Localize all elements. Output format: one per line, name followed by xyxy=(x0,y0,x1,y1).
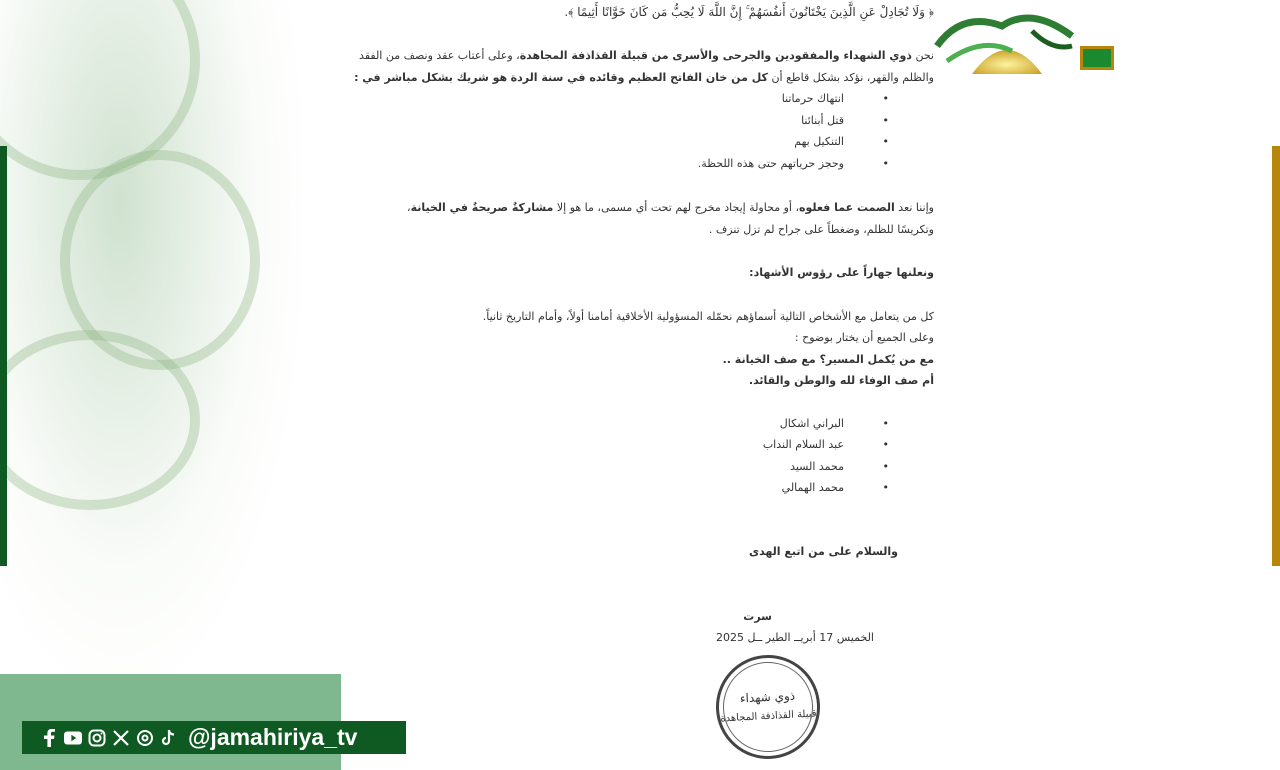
statement-document xyxy=(300,0,934,770)
right-gold-bar xyxy=(1272,146,1280,566)
paragraph-2-line-1: وإننا نعد الصمت عما فعلوه، أو محاولة إيجاد مخرج لهم تحت أي مسمى، ما هو إلا مشاركةٌ صريحةٌ في الخيانة، xyxy=(407,201,934,214)
question-line-1: مع من يُكمل المسير؟ مع صف الخيانة .. xyxy=(722,353,934,366)
list-item: • محمد الهمالي xyxy=(781,481,889,494)
social-handle-text[interactable]: @jamahiriya_tv xyxy=(188,724,358,750)
declaration-heading: ونعلنها جهاراً على رؤوس الأشهاد: xyxy=(749,266,934,279)
social-handle-bar xyxy=(22,721,406,754)
paragraph-3-line-1: كل من يتعامل مع الأشخاص التالية أسماؤهم نحمّله المسؤولية الأخلاقية أمامنا أولاً، وأمام التاريخ ثانياً. xyxy=(482,310,934,323)
paragraph-1-line-2: والظلم والقهر، نؤكد بشكل قاطع أن كل من خان الفاتح العظيم وقائده في سنة الردة هو شريك بشكل مباشر في : xyxy=(354,71,934,84)
list-item: • محمد السيد xyxy=(790,460,889,473)
tiktok-icon[interactable] xyxy=(160,729,178,747)
list-item: • عبد السلام النداب xyxy=(762,438,889,451)
instagram-icon[interactable] xyxy=(88,729,106,747)
question-line-2: أم صف الوفاء لله والوطن والقائد. xyxy=(748,374,934,387)
facebook-icon[interactable] xyxy=(40,729,58,747)
left-green-bar xyxy=(0,146,7,566)
list-item: • البراني اشكال xyxy=(779,417,889,430)
place-name: سرت xyxy=(743,610,772,623)
list-item: • قتل أبنائنا xyxy=(801,114,889,127)
list-item: • التنكيل بهم xyxy=(794,135,889,148)
paragraph-2-line-2: وتكريسًا للظلم، وضغطاً على جراح لم تزل تنزف . xyxy=(708,223,934,236)
threads-icon[interactable] xyxy=(136,729,154,747)
jamahiriya-logo xyxy=(932,6,1122,76)
date-line: الخميس 17 أبريــ الطير ــل 2025 xyxy=(716,631,874,644)
list-item: • وحجز حرياتهم حتى هذه اللحظة. xyxy=(697,157,889,170)
closing-greeting: والسلام على من اتبع الهدى xyxy=(748,545,898,558)
x-icon[interactable] xyxy=(112,729,130,747)
youtube-icon[interactable] xyxy=(64,729,82,747)
paragraph-1-line-1: نحن ذوي الشهداء والمفقودين والجرحى والأسرى من قبيلة القذاذفة المجاهدة، وعلى أعتاب عقد ونصف من الفقد xyxy=(359,49,934,62)
background-calligraphy-decoration xyxy=(0,0,300,680)
official-stamp: ذوي شهداء قبيلة القذاذفة المجاهدة xyxy=(713,652,822,761)
paragraph-3-line-2: وعلى الجميع أن يختار بوضوح : xyxy=(794,331,934,344)
quran-verse: ﴿ وَلَا تُجَادِلْ عَنِ الَّذِينَ يَخْتَانُونَ أَنفُسَهُمْ ۚ إِنَّ اللَّهَ لَا يُحِبُّ مَن كَانَ خَوَّانًا أَثِيمًا ﴾. xyxy=(564,5,934,19)
list-item: • انتهاك حرماتنا xyxy=(781,92,889,105)
